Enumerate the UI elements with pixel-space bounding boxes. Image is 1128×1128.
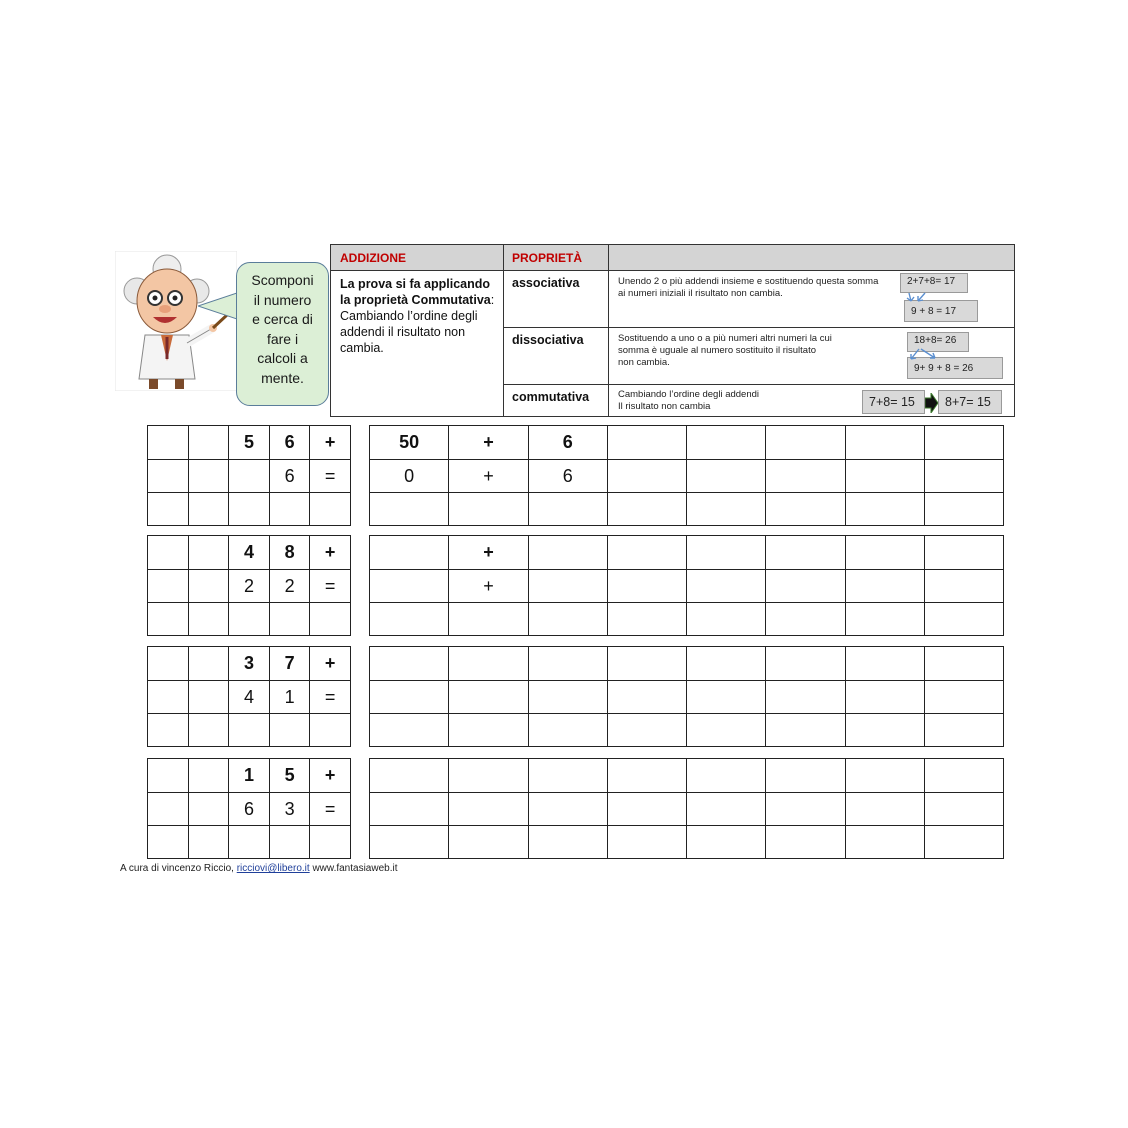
grid-cell[interactable]: 0	[370, 460, 449, 493]
grid-cell[interactable]: =	[310, 570, 351, 603]
bubble-line: calcoli a	[257, 350, 308, 366]
grid-cell[interactable]	[687, 681, 766, 714]
grid-cell[interactable]	[370, 681, 449, 714]
grid-cell[interactable]: 3	[269, 793, 310, 826]
grid-cell[interactable]	[310, 714, 351, 747]
grid-row	[370, 793, 1004, 826]
grid-cell[interactable]: +	[449, 460, 528, 493]
grid-row	[148, 681, 351, 714]
grid-cell[interactable]: 6	[269, 460, 310, 493]
grid-cell[interactable]	[449, 714, 528, 747]
desc-line: somma è uguale al numero sostituito il risultato	[618, 345, 817, 356]
grid-cell[interactable]	[188, 603, 229, 636]
grid-cell[interactable]	[845, 493, 924, 526]
property-commutativa: commutativa	[512, 390, 590, 404]
grid-row	[370, 826, 1004, 859]
grid-cell[interactable]	[845, 826, 924, 859]
grid-cell[interactable]	[370, 714, 449, 747]
grid-cell[interactable]	[188, 714, 229, 747]
grid-row	[148, 759, 351, 793]
grid-cell[interactable]	[766, 647, 845, 681]
grid-cell[interactable]	[148, 793, 189, 826]
grid-row	[370, 426, 1004, 460]
grid-cell[interactable]	[766, 759, 845, 793]
grid-row	[148, 793, 351, 826]
grid-cell[interactable]	[528, 603, 607, 636]
grid-cell[interactable]	[607, 570, 686, 603]
grid-cell[interactable]	[607, 826, 686, 859]
grid-cell[interactable]	[687, 759, 766, 793]
grid-cell[interactable]: 1	[229, 759, 270, 793]
example-associativa-1: 2+7+8= 17	[900, 273, 968, 293]
property-desc-dissociativa	[618, 333, 898, 369]
desc-line: ai numeri iniziali il risultato non cambia.	[618, 288, 783, 299]
grid-cell[interactable]	[925, 493, 1004, 526]
grid-cell[interactable]	[449, 603, 528, 636]
grid-cell[interactable]: +	[310, 647, 351, 681]
example-commutativa-2: 8+7= 15	[938, 390, 1002, 414]
grid-cell[interactable]	[845, 681, 924, 714]
grid-cell[interactable]	[370, 759, 449, 793]
grid-row	[148, 714, 351, 747]
grid-cell[interactable]	[449, 793, 528, 826]
grid-cell[interactable]	[766, 793, 845, 826]
grid-cell[interactable]: 50	[370, 426, 449, 460]
grid-row	[148, 460, 351, 493]
grid-cell[interactable]	[148, 460, 189, 493]
grid-cell[interactable]	[925, 793, 1004, 826]
grid-cell[interactable]	[925, 603, 1004, 636]
grid-cell[interactable]: 3	[229, 647, 270, 681]
grid-cell[interactable]	[607, 714, 686, 747]
grid-cell[interactable]: 5	[229, 426, 270, 460]
grid-cell[interactable]	[687, 647, 766, 681]
grid-cell[interactable]	[845, 570, 924, 603]
desc-line: Cambiando l’ordine degli addendi	[618, 389, 760, 400]
grid-row	[370, 681, 1004, 714]
grid-cell[interactable]	[766, 714, 845, 747]
grid-cell[interactable]	[607, 759, 686, 793]
example-dissociativa-1: 18+8= 26	[907, 332, 969, 352]
grid-cell[interactable]	[687, 570, 766, 603]
grid-cell[interactable]: =	[310, 793, 351, 826]
grid-cell[interactable]	[148, 493, 189, 526]
grid-row	[370, 493, 1004, 526]
grid-cell[interactable]	[188, 493, 229, 526]
grid-cell[interactable]	[845, 647, 924, 681]
grid-cell[interactable]	[925, 426, 1004, 460]
desc-line: non cambia.	[618, 357, 670, 368]
grid-cell[interactable]: 7	[269, 647, 310, 681]
grid-cell[interactable]	[449, 647, 528, 681]
grid-cell[interactable]	[148, 570, 189, 603]
grid-cell[interactable]	[370, 536, 449, 570]
grid-cell[interactable]	[370, 826, 449, 859]
properties-table	[330, 244, 1015, 417]
grid-cell[interactable]	[607, 603, 686, 636]
table-header-row	[331, 245, 1014, 271]
grid-row	[148, 570, 351, 603]
exercise-2-right-grid	[369, 535, 1004, 636]
grid-cell[interactable]	[449, 759, 528, 793]
grid-cell[interactable]	[188, 826, 229, 859]
grid-cell[interactable]	[229, 493, 270, 526]
grid-row	[370, 460, 1004, 493]
grid-cell[interactable]	[229, 603, 270, 636]
example-dissociativa-2: 9+ 9 + 8 = 26	[907, 357, 1003, 379]
grid-cell[interactable]	[845, 603, 924, 636]
grid-cell[interactable]	[148, 603, 189, 636]
grid-cell[interactable]: 4	[229, 536, 270, 570]
grid-cell[interactable]	[925, 681, 1004, 714]
grid-row	[148, 603, 351, 636]
grid-cell[interactable]	[370, 647, 449, 681]
grid-cell[interactable]	[925, 460, 1004, 493]
footer-email-link[interactable]: ricciovi@libero.it	[236, 863, 310, 874]
grid-cell[interactable]	[188, 570, 229, 603]
grid-cell[interactable]	[229, 460, 270, 493]
grid-cell[interactable]	[148, 759, 189, 793]
grid-cell[interactable]	[925, 570, 1004, 603]
exercise-4-left-grid	[147, 758, 351, 859]
grid-cell[interactable]	[449, 493, 528, 526]
grid-cell[interactable]	[845, 536, 924, 570]
grid-cell[interactable]	[449, 681, 528, 714]
grid-cell[interactable]	[188, 759, 229, 793]
grid-row	[370, 714, 1004, 747]
bubble-line: il numero	[253, 291, 312, 308]
grid-cell[interactable]	[925, 759, 1004, 793]
grid-cell[interactable]: 1	[269, 681, 310, 714]
grid-cell[interactable]	[845, 714, 924, 747]
grid-cell[interactable]: +	[449, 570, 528, 603]
grid-cell[interactable]	[766, 460, 845, 493]
grid-cell[interactable]: 4	[229, 681, 270, 714]
grid-cell[interactable]: +	[310, 536, 351, 570]
grid-cell[interactable]	[528, 714, 607, 747]
grid-row	[148, 493, 351, 526]
grid-cell[interactable]: =	[310, 460, 351, 493]
grid-cell[interactable]	[607, 460, 686, 493]
grid-cell[interactable]	[528, 493, 607, 526]
grid-cell[interactable]	[845, 793, 924, 826]
grid-cell[interactable]: +	[310, 426, 351, 460]
bubble-line: fare i	[266, 330, 299, 347]
grid-cell[interactable]	[925, 826, 1004, 859]
grid-cell[interactable]	[766, 570, 845, 603]
bubble-line: mente.	[261, 369, 304, 386]
header-proprieta: PROPRIETÀ	[512, 251, 583, 265]
grid-cell[interactable]	[148, 681, 189, 714]
grid-cell[interactable]: 6	[269, 426, 310, 460]
grid-row	[148, 426, 351, 460]
grid-cell[interactable]	[229, 826, 270, 859]
speech-bubble	[236, 262, 329, 406]
property-desc-commutativa	[618, 389, 858, 413]
footer-site: www.fantasiaweb.it	[309, 863, 398, 874]
grid-cell[interactable]	[607, 426, 686, 460]
grid-cell[interactable]	[687, 603, 766, 636]
grid-row	[148, 826, 351, 859]
grid-cell[interactable]	[687, 426, 766, 460]
grid-cell[interactable]	[766, 826, 845, 859]
grid-cell[interactable]	[370, 570, 449, 603]
grid-cell[interactable]	[528, 826, 607, 859]
grid-cell[interactable]	[370, 493, 449, 526]
desc-line: Unendo 2 o più addendi insieme e sostituendo questa somma	[618, 276, 879, 287]
grid-row	[370, 603, 1004, 636]
grid-cell[interactable]: 5	[269, 759, 310, 793]
grid-cell[interactable]	[528, 570, 607, 603]
grid-cell[interactable]	[528, 681, 607, 714]
bubble-line: e cerca di	[252, 311, 313, 327]
grid-row	[148, 536, 351, 570]
grid-cell[interactable]	[528, 647, 607, 681]
arrows-icon	[907, 348, 947, 362]
grid-cell[interactable]	[148, 536, 189, 570]
property-associativa: associativa	[512, 276, 580, 290]
grid-cell[interactable]: +	[449, 426, 528, 460]
grid-cell[interactable]: 8	[269, 536, 310, 570]
exercise-3-left-grid	[147, 646, 351, 747]
grid-cell[interactable]	[766, 536, 845, 570]
grid-cell[interactable]	[269, 714, 310, 747]
grid-cell[interactable]	[687, 826, 766, 859]
grid-cell[interactable]	[188, 647, 229, 681]
grid-cell[interactable]	[766, 603, 845, 636]
bubble-line: Scomponi	[251, 272, 314, 288]
grid-cell[interactable]	[607, 793, 686, 826]
grid-row	[370, 570, 1004, 603]
example-commutativa-1: 7+8= 15	[862, 390, 925, 414]
grid-cell[interactable]	[310, 826, 351, 859]
grid-cell[interactable]	[148, 426, 189, 460]
grid-cell[interactable]	[310, 603, 351, 636]
grid-cell[interactable]	[607, 681, 686, 714]
grid-cell[interactable]	[370, 793, 449, 826]
grid-row	[148, 647, 351, 681]
grid-row	[370, 759, 1004, 793]
grid-cell[interactable]	[925, 536, 1004, 570]
desc-line: Il risultato non cambia	[618, 401, 711, 412]
grid-cell[interactable]	[845, 460, 924, 493]
grid-cell[interactable]	[687, 536, 766, 570]
grid-cell[interactable]	[687, 460, 766, 493]
grid-cell[interactable]: =	[310, 681, 351, 714]
prova-rest: : Cambiando l’ordine degli addendi il risultato non cambia.	[340, 293, 495, 355]
header-addizione: ADDIZIONE	[340, 251, 406, 265]
exercise-2-left-grid	[147, 535, 351, 636]
property-dissociativa: dissociativa	[512, 333, 584, 347]
grid-cell[interactable]	[687, 793, 766, 826]
grid-cell[interactable]	[925, 714, 1004, 747]
grid-cell[interactable]: 6	[528, 426, 607, 460]
example-associativa-2: 9 + 8 = 17	[904, 300, 978, 322]
grid-cell[interactable]	[188, 460, 229, 493]
grid-cell[interactable]	[269, 603, 310, 636]
grid-cell[interactable]	[449, 826, 528, 859]
grid-cell[interactable]	[310, 493, 351, 526]
property-desc-associativa	[618, 276, 908, 300]
footer-credit	[120, 863, 398, 874]
grid-cell[interactable]	[370, 603, 449, 636]
grid-cell[interactable]	[148, 714, 189, 747]
grid-cell[interactable]	[607, 647, 686, 681]
grid-cell[interactable]: 2	[229, 570, 270, 603]
grid-cell[interactable]	[188, 426, 229, 460]
grid-cell[interactable]	[528, 536, 607, 570]
grid-cell[interactable]	[687, 493, 766, 526]
grid-row	[370, 536, 1004, 570]
grid-cell[interactable]	[687, 714, 766, 747]
grid-cell[interactable]: 6	[229, 793, 270, 826]
grid-cell[interactable]	[188, 681, 229, 714]
grid-cell[interactable]: 2	[269, 570, 310, 603]
grid-cell[interactable]	[148, 647, 189, 681]
arrows-icon	[905, 292, 931, 304]
right-arrow-icon	[925, 393, 939, 413]
grid-cell[interactable]: +	[310, 759, 351, 793]
grid-cell[interactable]: +	[449, 536, 528, 570]
grid-cell[interactable]	[766, 426, 845, 460]
grid-cell[interactable]	[188, 536, 229, 570]
prova-bold: La prova si fa applicando la proprietà Commutativa	[340, 277, 491, 307]
grid-cell[interactable]	[269, 826, 310, 859]
grid-cell[interactable]	[188, 793, 229, 826]
speech-bubble-tail	[198, 288, 240, 324]
grid-cell[interactable]	[269, 493, 310, 526]
grid-cell[interactable]	[229, 714, 270, 747]
exercise-1-right-grid	[369, 425, 1004, 526]
grid-cell[interactable]: 6	[528, 460, 607, 493]
exercise-1-left-grid	[147, 425, 351, 526]
grid-cell[interactable]	[607, 493, 686, 526]
grid-cell[interactable]	[607, 536, 686, 570]
grid-cell[interactable]	[766, 493, 845, 526]
exercise-4-right-grid	[369, 758, 1004, 859]
prova-text	[340, 276, 500, 356]
grid-row	[370, 647, 1004, 681]
grid-cell[interactable]	[845, 759, 924, 793]
footer-prefix: A cura di vincenzo Riccio,	[120, 863, 237, 874]
grid-cell[interactable]	[766, 681, 845, 714]
grid-cell[interactable]	[528, 759, 607, 793]
grid-cell[interactable]	[925, 647, 1004, 681]
desc-line: Sostituendo a uno o a più numeri altri numeri la cui	[618, 333, 832, 344]
exercise-3-right-grid	[369, 646, 1004, 747]
grid-cell[interactable]	[528, 793, 607, 826]
grid-cell[interactable]	[148, 826, 189, 859]
grid-cell[interactable]	[845, 426, 924, 460]
